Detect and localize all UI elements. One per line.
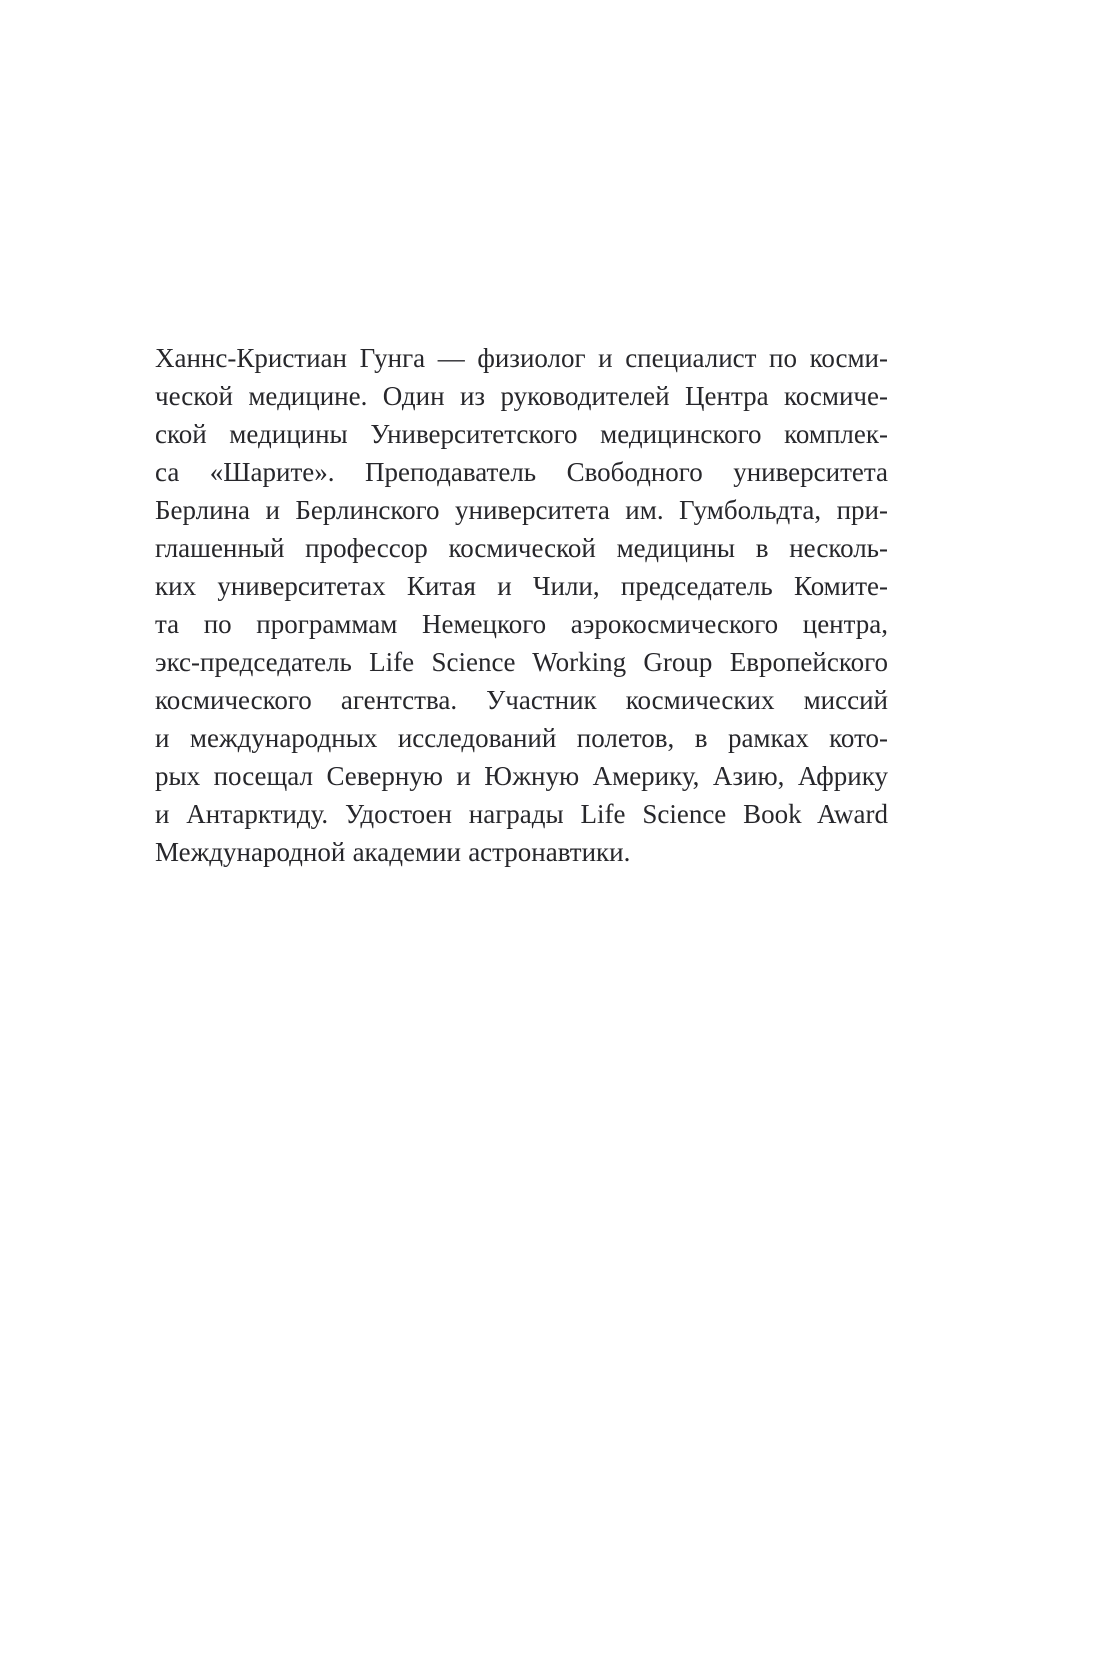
text-line: та по программам Немецкого аэрокосмического центра, bbox=[155, 609, 888, 639]
text-line: космического агентства. Участник космических миссий bbox=[155, 685, 888, 715]
text-line: экс-председатель Life Science Working Group Европейского bbox=[155, 647, 888, 677]
author-bio-paragraph bbox=[155, 339, 888, 871]
text-line: и международных исследований полетов, в рамках кото- bbox=[155, 723, 888, 753]
text-line: Международной академии астронавтики. bbox=[155, 837, 631, 867]
text-line: ческой медицине. Один из руководителей Центра космиче- bbox=[155, 381, 888, 411]
text-line: и Антарктиду. Удостоен награды Life Science Book Award bbox=[155, 799, 888, 829]
text-line: рых посещал Северную и Южную Америку, Азию, Африку bbox=[155, 761, 888, 791]
text-line: ской медицины Университетского медицинского комплек- bbox=[155, 419, 888, 449]
text-line: Берлина и Берлинского университета им. Гумбольдта, при- bbox=[155, 495, 888, 525]
text-line: глашенный профессор космической медицины в несколь- bbox=[155, 533, 888, 563]
text-line: Ханнс-Кристиан Гунга — физиолог и специалист по косми- bbox=[155, 343, 888, 373]
text-line: са «Шарите». Преподаватель Свободного университета bbox=[155, 457, 888, 487]
text-line: ких университетах Китая и Чили, председатель Комите- bbox=[155, 571, 888, 601]
